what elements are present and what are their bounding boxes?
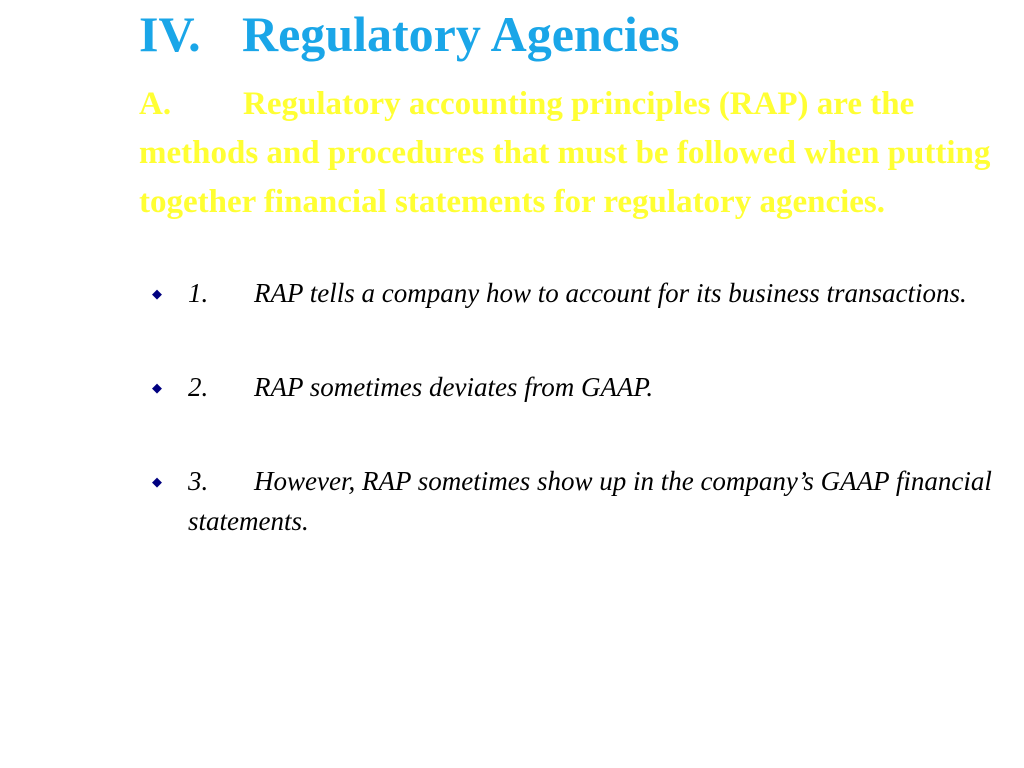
title-text: Regulatory Agencies — [242, 6, 680, 62]
bullet-item — [152, 367, 1002, 407]
bullet-number: 3. — [188, 466, 209, 496]
diamond-bullet-icon: ◆ — [152, 474, 162, 489]
bullet-number: 2. — [188, 372, 209, 402]
slide-title — [139, 4, 679, 64]
subheading-text: Regulatory accounting principles (RAP) are the methods and procedures that must be followed when putting together financial statements for regulatory agencies. — [139, 86, 991, 220]
subheading-letter: A. — [139, 86, 172, 122]
bullet-item — [152, 461, 1002, 541]
diamond-bullet-icon: ◆ — [152, 286, 162, 301]
diamond-bullet-icon: ◆ — [152, 380, 162, 395]
bullet-text: RAP sometimes deviates from GAAP. — [254, 372, 654, 402]
bullet-text: RAP tells a company how to account for its business transactions. — [254, 278, 967, 308]
bullet-item — [152, 273, 1002, 313]
bullet-number: 1. — [188, 278, 209, 308]
title-number: IV. — [139, 6, 201, 62]
bullet-text: However, RAP sometimes show up in the company’s GAAP financial statements. — [188, 466, 992, 536]
bullet-list — [152, 273, 1002, 541]
subheading-paragraph — [139, 80, 1009, 227]
